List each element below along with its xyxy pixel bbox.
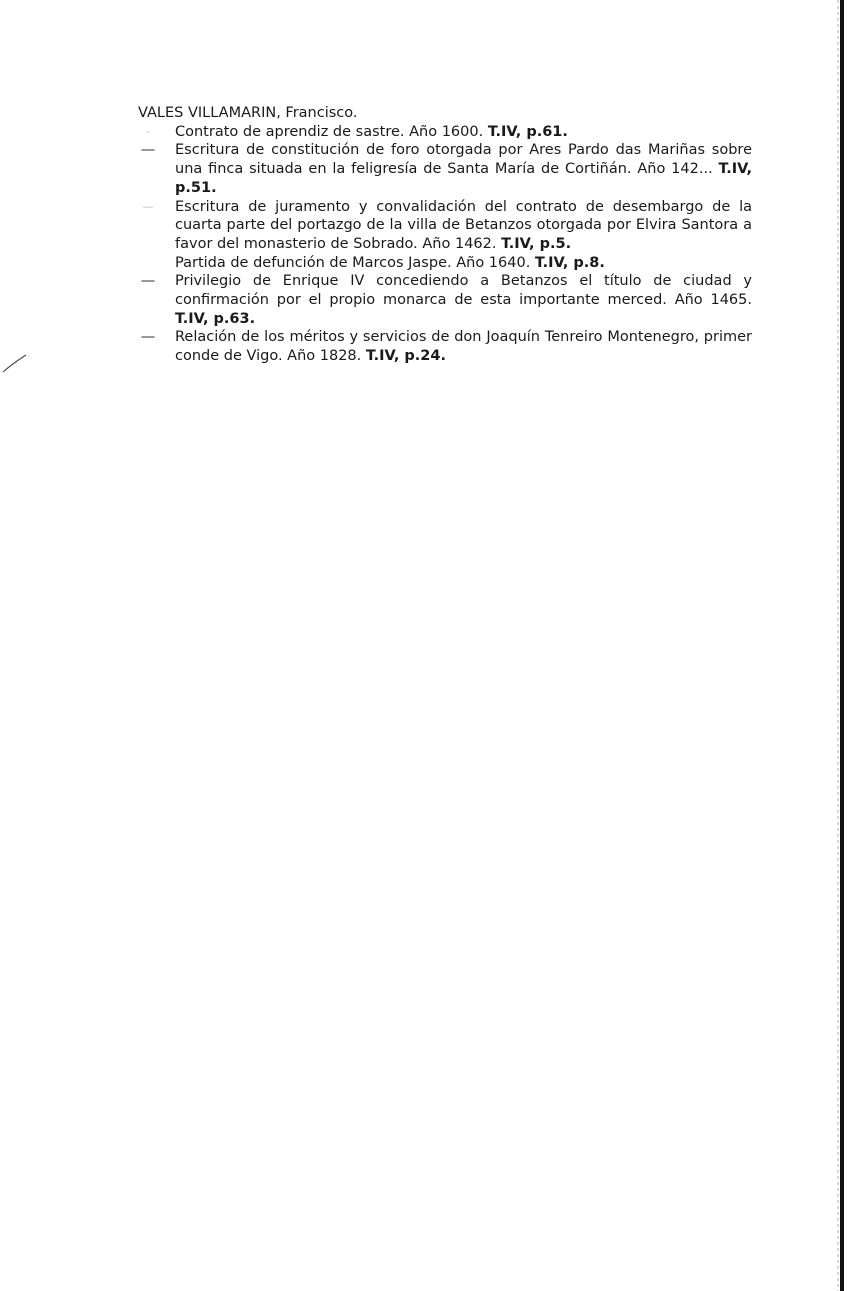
entry-item — [138, 328, 752, 365]
author-heading: VALES VILLAMARIN, Francisco. — [138, 105, 358, 121]
pencil-mark — [2, 352, 28, 374]
binding-edge — [840, 0, 844, 1291]
entry-list — [138, 123, 752, 366]
binding-shadow — [837, 0, 839, 1291]
entry-text: Escritura de constitución de foro otorgada por Ares Pardo das Mariñas sobre una finca situada en la feligresía de Santa María de Cortiñán. Año 142... — [175, 142, 752, 178]
entry-reference: T.IV, p.61. — [487, 123, 568, 140]
entry-item — [138, 141, 752, 197]
entry-item — [138, 254, 752, 273]
entry-dash: — — [140, 142, 156, 159]
bibliography-block — [138, 104, 752, 366]
entry-text: Partida de defunción de Marcos Jaspe. Año 1640. — [175, 254, 535, 271]
entry-item — [138, 123, 752, 142]
entry-text: Contrato de aprendiz de sastre. Año 1600. — [175, 123, 488, 140]
entry-reference: T.IV, p.8. — [534, 254, 605, 271]
entry-reference: T.IV, p.63. — [175, 310, 256, 327]
entry-text: Escritura de juramento y convalidación del contrato de desembargo de la cuarta parte del portazgo de la villa de Betanzos otorgada por Elvira Santora a favor del monasterio de Sobrado. Año 1462. — [175, 198, 752, 252]
entry-text: Relación de los méritos y servicios de don Joaquín Tenreiro Montenegro, primer conde de Vigo. Año 1828. — [175, 329, 752, 365]
entry-item — [138, 272, 752, 328]
entry-dash: - — [146, 124, 150, 138]
entry-reference: T.IV, p.24. — [365, 348, 446, 365]
entry-item — [138, 198, 752, 254]
entry-dash: — — [140, 273, 156, 290]
entry-text: Privilegio de Enrique IV concediendo a Betanzos el título de ciudad y confirmación por el propio monarca de esta importante merced. Año 1465. — [175, 273, 752, 309]
entry-dash: — — [142, 199, 154, 213]
entry-reference: T.IV, p.5. — [501, 235, 572, 252]
entry-dash: — — [140, 329, 156, 346]
entry-reference: T.IV, p.51. — [175, 161, 752, 196]
